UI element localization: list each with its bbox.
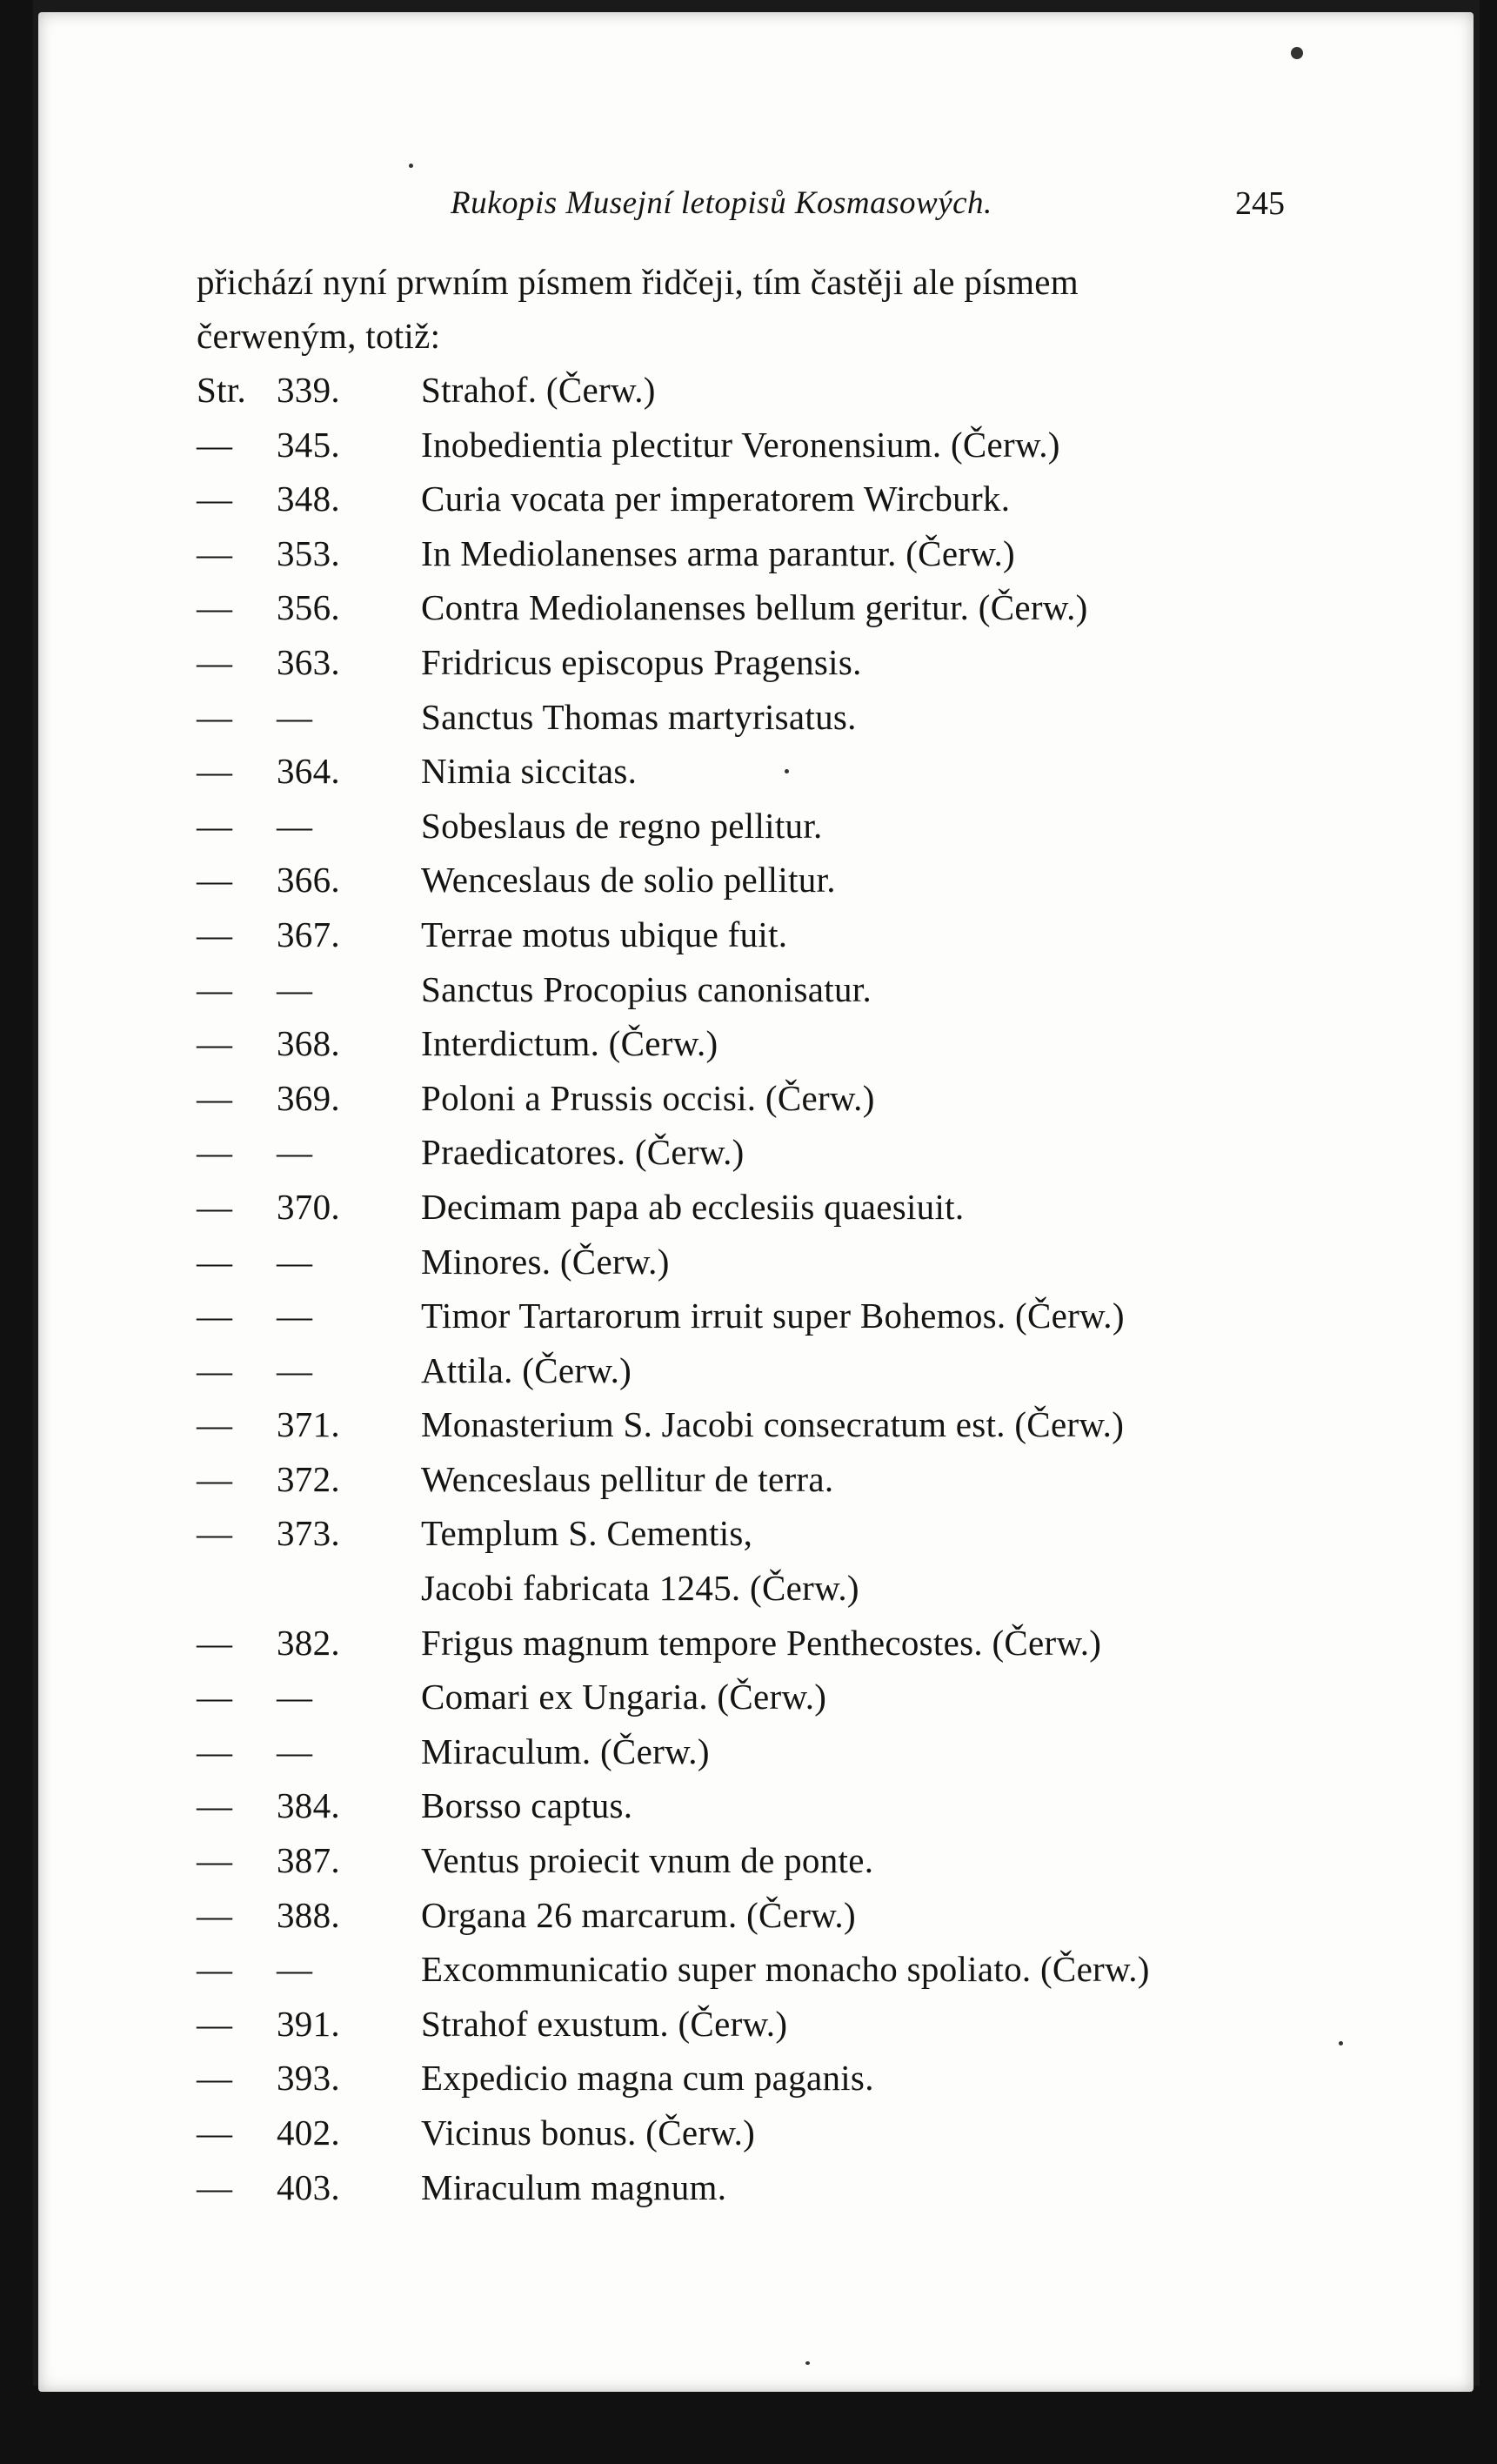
entry-text: Contra Mediolanenses bellum geritur. (Čerw.): [421, 587, 1088, 628]
entry-lead: —: [197, 1132, 233, 1173]
ink-speck: [805, 2361, 810, 2365]
list-item: [197, 1997, 1362, 2052]
list-item: [197, 580, 1362, 635]
entry-page-ref: 403.: [277, 2166, 340, 2207]
entry-page-ref: 367.: [277, 914, 340, 954]
entry-lead: —: [197, 2112, 233, 2153]
entry-lead: Str.: [197, 370, 247, 410]
entry-lead: —: [197, 2058, 233, 2099]
entry-lead: —: [197, 641, 233, 682]
entry-lead: —: [197, 587, 233, 628]
entry-text: Excommunicatio super monacho spoliato. (Čerw.): [421, 1949, 1150, 1990]
entry-page-ref: 364.: [277, 751, 340, 792]
entry-page-ref: 388.: [277, 1894, 340, 1935]
intro-line: přichází nyní prwním písmem řidčeji, tím častěji ale písmem: [197, 262, 1079, 302]
entry-text: Nimia siccitas.: [421, 751, 638, 792]
entry-lead: —: [197, 860, 233, 901]
list-item: [197, 744, 1362, 799]
entry-text: Sanctus Thomas martyrisatus.: [421, 696, 857, 737]
entry-lead: —: [197, 479, 233, 519]
list-item: [197, 690, 1362, 745]
entry-page-ref: 370.: [277, 1186, 340, 1227]
entry-text: Strahof exustum. (Čerw.): [421, 2003, 788, 2044]
entry-lead: —: [197, 1404, 233, 1445]
entry-lead: —: [197, 805, 233, 846]
entry-page-ref: 391.: [277, 2003, 340, 2044]
entry-page-ref: —: [277, 696, 313, 737]
entry-lead: —: [197, 1241, 233, 1282]
entry-lead: —: [197, 968, 233, 1009]
entry-text: Timor Tartarorum irruit super Bohemos. (Čerw.): [421, 1296, 1125, 1336]
scan-border-bottom: [0, 2386, 1497, 2464]
entry-text: Comari ex Ungaria. (Čerw.): [421, 1677, 827, 1717]
entry-lead: —: [197, 1349, 233, 1390]
list-item: [197, 1125, 1362, 1180]
scan-border-right: [1480, 0, 1497, 2464]
entry-text: Miraculum. (Čerw.): [421, 1731, 710, 1771]
entry-page-ref: 369.: [277, 1077, 340, 1118]
entry-page-ref: 345.: [277, 424, 340, 465]
list-item: [197, 1616, 1362, 1671]
entry-text: Templum S. Cementis,: [421, 1513, 753, 1554]
entry-text: Expedicio magna cum paganis.: [421, 2058, 874, 2099]
entry-lead: —: [197, 1023, 233, 1064]
scan-border-left: [0, 0, 33, 2464]
page-number: 245: [1235, 185, 1285, 222]
list-item: [197, 1235, 1362, 1289]
entry-lead: —: [197, 2003, 233, 2044]
entry-text: Strahof. (Čerw.): [421, 370, 656, 410]
entry-lead: —: [197, 1077, 233, 1118]
entry-lead: —: [197, 751, 233, 792]
list-item: [197, 1561, 1362, 1616]
entry-lead: —: [197, 424, 233, 465]
list-item: [197, 1506, 1362, 1561]
entry-page-ref: 384.: [277, 1785, 340, 1826]
entry-text: Decimam papa ab ecclesiis quaesiuit.: [421, 1186, 965, 1227]
entry-lead: —: [197, 1622, 233, 1663]
list-item: [197, 2160, 1362, 2215]
entry-text: Vicinus bonus. (Čerw.): [421, 2112, 756, 2153]
entry-text: Poloni a Prussis occisi. (Čerw.): [421, 1077, 875, 1118]
entry-text: Interdictum. (Čerw.): [421, 1023, 718, 1064]
entry-text: Sanctus Procopius canonisatur.: [421, 968, 872, 1009]
list-item: [197, 1343, 1362, 1398]
entry-page-ref: 353.: [277, 532, 340, 573]
entry-page-ref: —: [277, 968, 313, 1009]
list-item: [197, 526, 1362, 581]
entry-text: Wenceslaus pellitur de terra.: [421, 1458, 834, 1499]
entry-text: In Mediolanenses arma parantur. (Čerw.): [421, 532, 1016, 573]
entry-page-ref: —: [277, 1949, 313, 1990]
list-item: [197, 1833, 1362, 1888]
list-item: [197, 962, 1362, 1017]
intro-line: čerweným, totiž:: [197, 316, 441, 356]
entry-page-ref: —: [277, 1349, 313, 1390]
list-item: [197, 418, 1362, 472]
list-item: [197, 907, 1362, 962]
entry-lead: —: [197, 1296, 233, 1336]
entry-page-ref: —: [277, 1731, 313, 1771]
list-item: [197, 1397, 1362, 1452]
entry-lead: —: [197, 1513, 233, 1554]
list-item: [197, 2051, 1362, 2106]
entry-page-ref: —: [277, 1241, 313, 1282]
intro-paragraph: [197, 255, 1327, 363]
entry-text: Organa 26 marcarum. (Čerw.): [421, 1894, 856, 1935]
entry-text: Terrae motus ubique fuit.: [421, 914, 788, 954]
list-item: [197, 363, 1362, 418]
entry-page-ref: 402.: [277, 2112, 340, 2153]
entry-page-ref: —: [277, 1296, 313, 1336]
entry-page-ref: —: [277, 1677, 313, 1717]
page-header: [38, 184, 1474, 237]
list-item: [197, 2106, 1362, 2160]
list-item: [197, 1071, 1362, 1126]
entry-lead: —: [197, 1949, 233, 1990]
entry-text: Curia vocata per imperatorem Wircburk.: [421, 479, 1011, 519]
running-head: Rukopis Musejní letopisů Kosmasowých.: [451, 185, 992, 221]
entry-text: Attila. (Čerw.): [421, 1349, 632, 1390]
entry-lead: —: [197, 1731, 233, 1771]
ink-speck: [409, 164, 413, 168]
list-item: [197, 799, 1362, 854]
entry-page-ref: —: [277, 805, 313, 846]
entry-lead: —: [197, 1894, 233, 1935]
entry-lead: —: [197, 696, 233, 737]
list-item: [197, 1016, 1362, 1071]
entry-page-ref: 387.: [277, 1840, 340, 1881]
entry-lead: —: [197, 1458, 233, 1499]
entry-page-ref: 356.: [277, 587, 340, 628]
entry-text: Jacobi fabricata 1245. (Čerw.): [421, 1568, 859, 1609]
entry-text: Minores. (Čerw.): [421, 1241, 670, 1282]
entry-page-ref: 339.: [277, 370, 340, 410]
list-item: [197, 1452, 1362, 1507]
entry-text: Fridricus episcopus Pragensis.: [421, 641, 862, 682]
list-item: [197, 472, 1362, 526]
entry-lead: —: [197, 1186, 233, 1227]
entry-lead: —: [197, 1785, 233, 1826]
entry-list: [197, 363, 1362, 2214]
entry-page-ref: 382.: [277, 1622, 340, 1663]
entry-text: Praedicatores. (Čerw.): [421, 1132, 745, 1173]
list-item: [197, 1778, 1362, 1833]
entry-text: Borsso captus.: [421, 1785, 633, 1826]
entry-text: Sobeslaus de regno pellitur.: [421, 805, 823, 846]
entry-lead: —: [197, 1677, 233, 1717]
list-item: [197, 1724, 1362, 1779]
entry-text: Frigus magnum tempore Penthecostes. (Čerw.): [421, 1622, 1102, 1663]
entry-text: Inobedientia plectitur Veronensium. (Čerw.): [421, 424, 1060, 465]
list-item: [197, 635, 1362, 690]
list-item: [197, 853, 1362, 907]
entry-page-ref: 372.: [277, 1458, 340, 1499]
list-item: [197, 1942, 1362, 1997]
entry-lead: —: [197, 1840, 233, 1881]
entry-text: Ventus proiecit vnum de ponte.: [421, 1840, 874, 1881]
entry-page-ref: 368.: [277, 1023, 340, 1064]
entry-text: Wenceslaus de solio pellitur.: [421, 860, 836, 901]
entry-page-ref: 366.: [277, 860, 340, 901]
list-item: [197, 1888, 1362, 1943]
list-item: [197, 1289, 1362, 1343]
entry-page-ref: 393.: [277, 2058, 340, 2099]
list-item: [197, 1180, 1362, 1235]
entry-lead: —: [197, 532, 233, 573]
entry-lead: —: [197, 2166, 233, 2207]
ink-speck: [1291, 47, 1303, 59]
list-item: [197, 1670, 1362, 1724]
entry-page-ref: 373.: [277, 1513, 340, 1554]
entry-page-ref: 371.: [277, 1404, 340, 1445]
entry-text: Miraculum magnum.: [421, 2166, 727, 2207]
entry-text: Monasterium S. Jacobi consecratum est. (Čerw.): [421, 1404, 1125, 1445]
entry-page-ref: —: [277, 1132, 313, 1173]
entry-page-ref: 348.: [277, 479, 340, 519]
entry-page-ref: 363.: [277, 641, 340, 682]
entry-lead: —: [197, 914, 233, 954]
